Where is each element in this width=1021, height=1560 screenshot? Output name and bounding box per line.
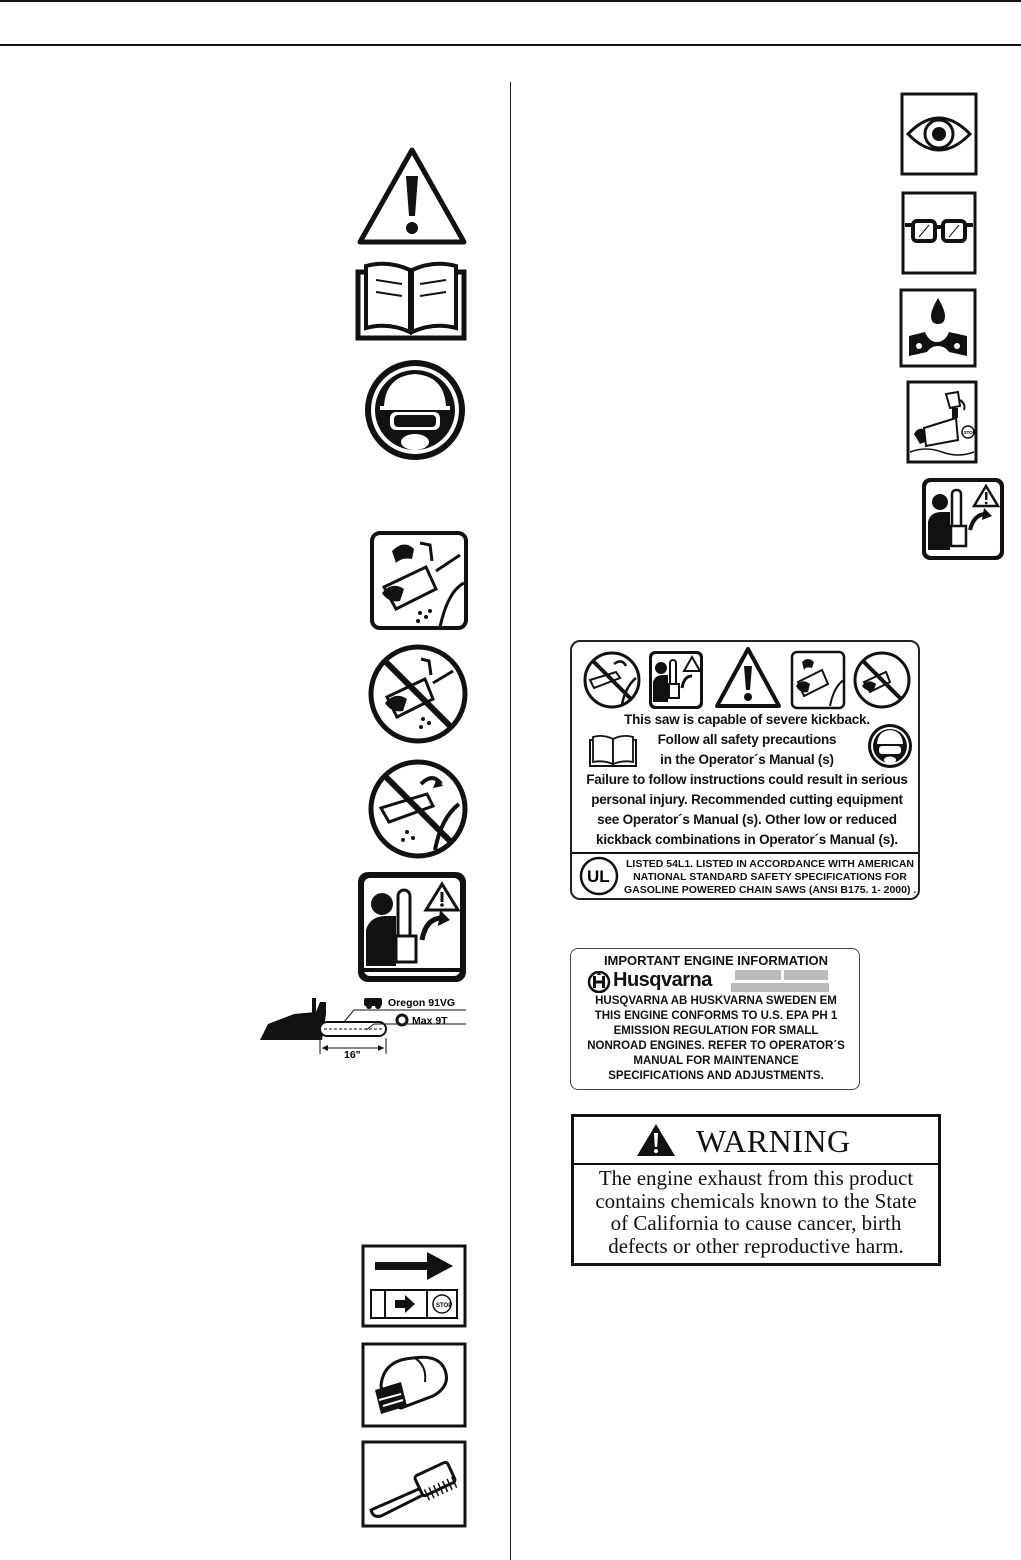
kickback-safety-label xyxy=(570,640,920,900)
husqvarna-logo-icon xyxy=(587,971,611,993)
safety-glasses-icon xyxy=(901,191,977,275)
kickback-warning-icon xyxy=(648,650,704,710)
kickback-line-3: in the Operator´s Manual (s) xyxy=(660,752,834,767)
saw-bar-length: 16" xyxy=(344,1049,361,1061)
svg-text:STOP: STOP xyxy=(963,430,976,435)
kickback-line-7: kickback combinations in Operator´s Manual (s). xyxy=(596,832,898,847)
kickback-warning-icon xyxy=(356,870,468,984)
top-rule xyxy=(0,0,1021,2)
kickback-line-2: Follow all safety precautions xyxy=(657,732,837,747)
svg-text:STOP: STOP xyxy=(436,1303,453,1309)
warning-title: WARNING xyxy=(696,1123,851,1159)
choke-control-icon xyxy=(361,1342,467,1428)
warning-triangle-icon xyxy=(714,646,782,710)
engine-label-line-1: HUSQVARNA AB HUSKVARNA SWEDEN EM xyxy=(595,995,837,1007)
protective-gear-icon xyxy=(360,358,470,462)
eye-protection-icon xyxy=(900,92,978,176)
engine-label-line-3: EMISSION REGULATION FOR SMALL xyxy=(613,1025,819,1037)
engine-label-line-5: MANUAL FOR MAINTENANCE xyxy=(633,1055,799,1067)
chain-brake-direction-icon xyxy=(361,1244,467,1328)
gray-field xyxy=(735,970,781,980)
california-warning-box xyxy=(571,1114,941,1266)
column-divider xyxy=(510,82,511,1560)
warning-header xyxy=(574,1117,938,1165)
warning-triangle-icon xyxy=(636,1123,676,1157)
kickback-small-icon xyxy=(920,476,1006,562)
warning-line-3: of California to cause cancer, birth xyxy=(610,1211,902,1235)
warning-line-4: defects or other reproductive harm. xyxy=(608,1233,904,1258)
kickback-line-6: see Operator´s Manual (s). Other low or reduced xyxy=(597,812,897,827)
engine-label-title: IMPORTANT ENGINE INFORMATION xyxy=(603,953,829,968)
warning-triangle-icon xyxy=(356,146,468,246)
saw-bar-chain-diagram xyxy=(254,992,470,1062)
husqvarna-brand: Husqvarna xyxy=(613,969,712,991)
kickback-line-1: This saw is capable of severe kickback. xyxy=(624,712,870,727)
two-hand-grip-icon xyxy=(370,531,468,630)
ul-line-3: GASOLINE POWERED CHAIN SAWS (ANSI B175. 1- 2000) . xyxy=(624,884,917,896)
label-divider xyxy=(572,852,918,854)
ul-line-1: LISTED 54L1. LISTED IN ACCORDANCE WITH AMERICAN xyxy=(626,858,914,870)
no-tip-contact-icon xyxy=(367,758,469,860)
ul-mark-icon xyxy=(578,856,620,896)
warning-line-2: contains chemicals known to the State xyxy=(595,1188,917,1213)
engine-information-label xyxy=(570,948,860,1090)
gray-field xyxy=(784,970,828,980)
engine-label-line-6: SPECIFICATIONS AND ADJUSTMENTS. xyxy=(608,1070,824,1082)
no-one-hand-icon xyxy=(852,650,912,710)
engine-label-line-4: NONROAD ENGINES. REFER TO OPERATOR´S xyxy=(587,1040,845,1052)
two-hand-grip-icon xyxy=(790,650,846,710)
kickback-line-5: personal injury. Recommended cutting equipment xyxy=(591,792,903,807)
chain-brake-icon xyxy=(906,380,978,464)
warning-body xyxy=(574,1167,938,1257)
ul-line-2: NATIONAL STANDARD SAFETY SPECIFICATIONS FOR xyxy=(633,871,907,883)
saw-chain-type: Max 9T xyxy=(412,1015,448,1027)
header-rule xyxy=(0,44,1021,46)
warning-line-1: The engine exhaust from this product xyxy=(598,1166,914,1190)
ul-mark-text: UL xyxy=(587,867,610,886)
cleaning-brush-icon xyxy=(361,1440,467,1528)
manual-book-icon xyxy=(354,258,468,342)
no-one-hand-icon xyxy=(367,643,469,745)
chain-oil-icon xyxy=(899,288,977,368)
kickback-line-4: Failure to follow instructions could result in serious xyxy=(586,772,908,787)
no-tip-contact-icon xyxy=(582,650,642,710)
engine-label-line-2: THIS ENGINE CONFORMS TO U.S. EPA PH 1 xyxy=(594,1010,838,1022)
chain-gear-icon xyxy=(397,1015,407,1025)
gray-field xyxy=(731,983,829,992)
saw-bar-brand: Oregon 91VG xyxy=(388,997,456,1009)
